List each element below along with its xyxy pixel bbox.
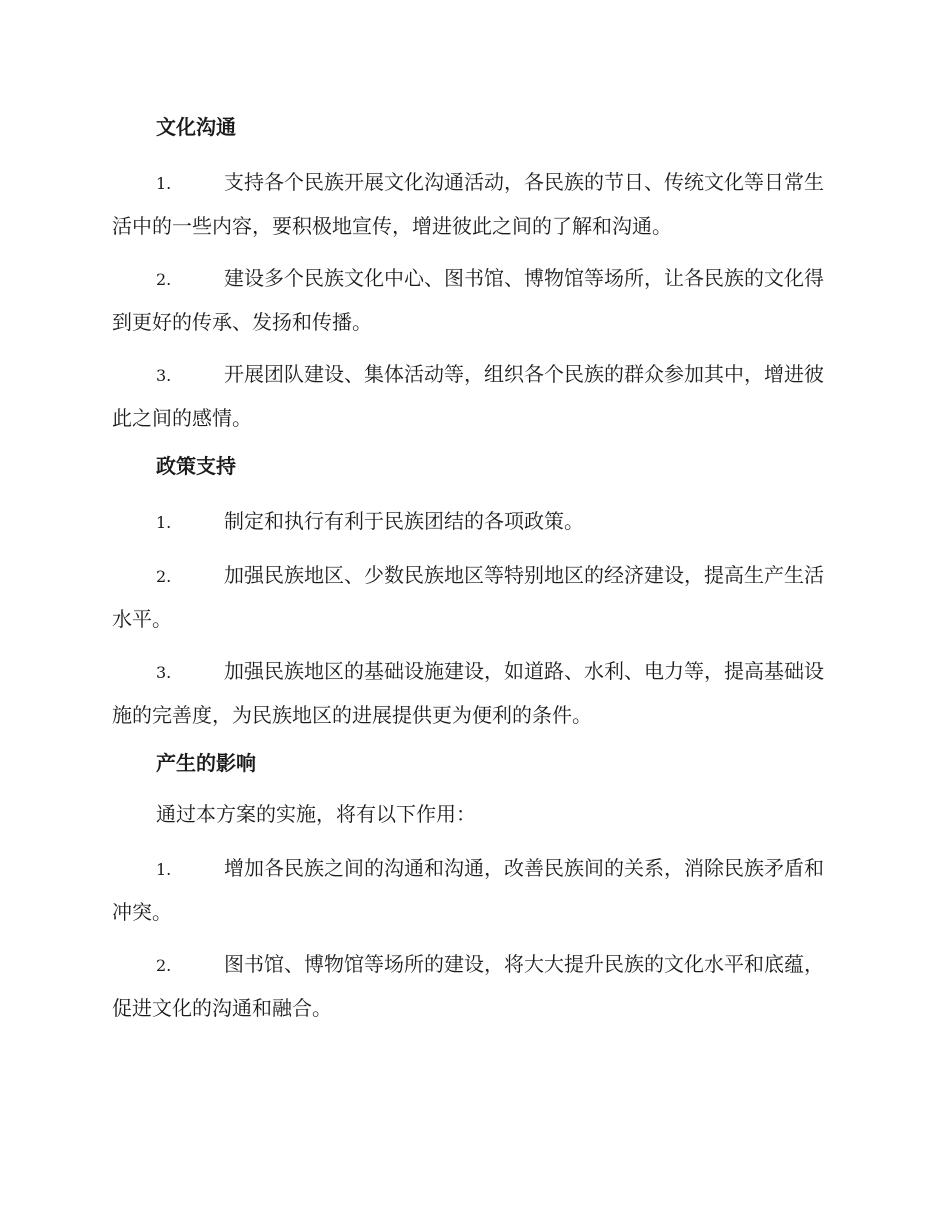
list-item <box>112 650 836 736</box>
item-text: 增加各民族之间的沟通和沟通，改善民族间的关系，消除民族矛盾和冲突。 <box>112 856 824 924</box>
list-item <box>112 257 836 343</box>
item-text: 制定和执行有利于民族团结的各项政策。 <box>224 509 584 533</box>
section-policy-support <box>112 449 836 736</box>
item-number: 1. <box>156 513 172 532</box>
list-item <box>112 847 836 933</box>
intro-paragraph: 通过本方案的实施，将有以下作用： <box>156 802 476 826</box>
item-number: 3. <box>156 663 172 682</box>
list-item <box>112 353 836 439</box>
item-text: 加强民族地区的基础设施建设，如道路、水利、电力等，提高基础设施的完善度，为民族地区的进展提供更为便利的条件。 <box>112 659 824 727</box>
item-number: 2. <box>156 567 172 586</box>
item-number: 3. <box>156 366 172 385</box>
item-text: 建设多个民族文化中心、图书馆、博物馆等场所，让各民族的文化得到更好的传承、发扬和传播。 <box>112 266 824 334</box>
item-number: 2. <box>156 270 172 289</box>
item-number: 1. <box>156 860 172 879</box>
section-cultural-communication <box>112 110 836 439</box>
list-item <box>112 161 836 247</box>
list-item <box>112 943 836 1029</box>
item-number: 1. <box>156 174 172 193</box>
item-text: 开展团队建设、集体活动等，组织各个民族的群众参加其中，增进彼此之间的感情。 <box>112 362 824 430</box>
section-heading: 产生的影响 <box>156 751 256 775</box>
section-heading: 政策支持 <box>156 454 236 478</box>
list-item <box>112 554 836 640</box>
item-text: 支持各个民族开展文化沟通活动，各民族的节日、传统文化等日常生活中的一些内容，要积极地宣传，增进彼此之间的了解和沟通。 <box>112 170 824 238</box>
document-body <box>112 110 836 1039</box>
item-text: 图书馆、博物馆等场所的建设，将大大提升民族的文化水平和底蕴，促进文化的沟通和融合。 <box>112 952 824 1020</box>
section-heading: 文化沟通 <box>156 115 236 139</box>
item-text: 加强民族地区、少数民族地区等特别地区的经济建设，提高生产生活水平。 <box>112 563 824 631</box>
list-item <box>112 500 836 544</box>
item-number: 2. <box>156 956 172 975</box>
section-impact <box>112 746 836 1029</box>
